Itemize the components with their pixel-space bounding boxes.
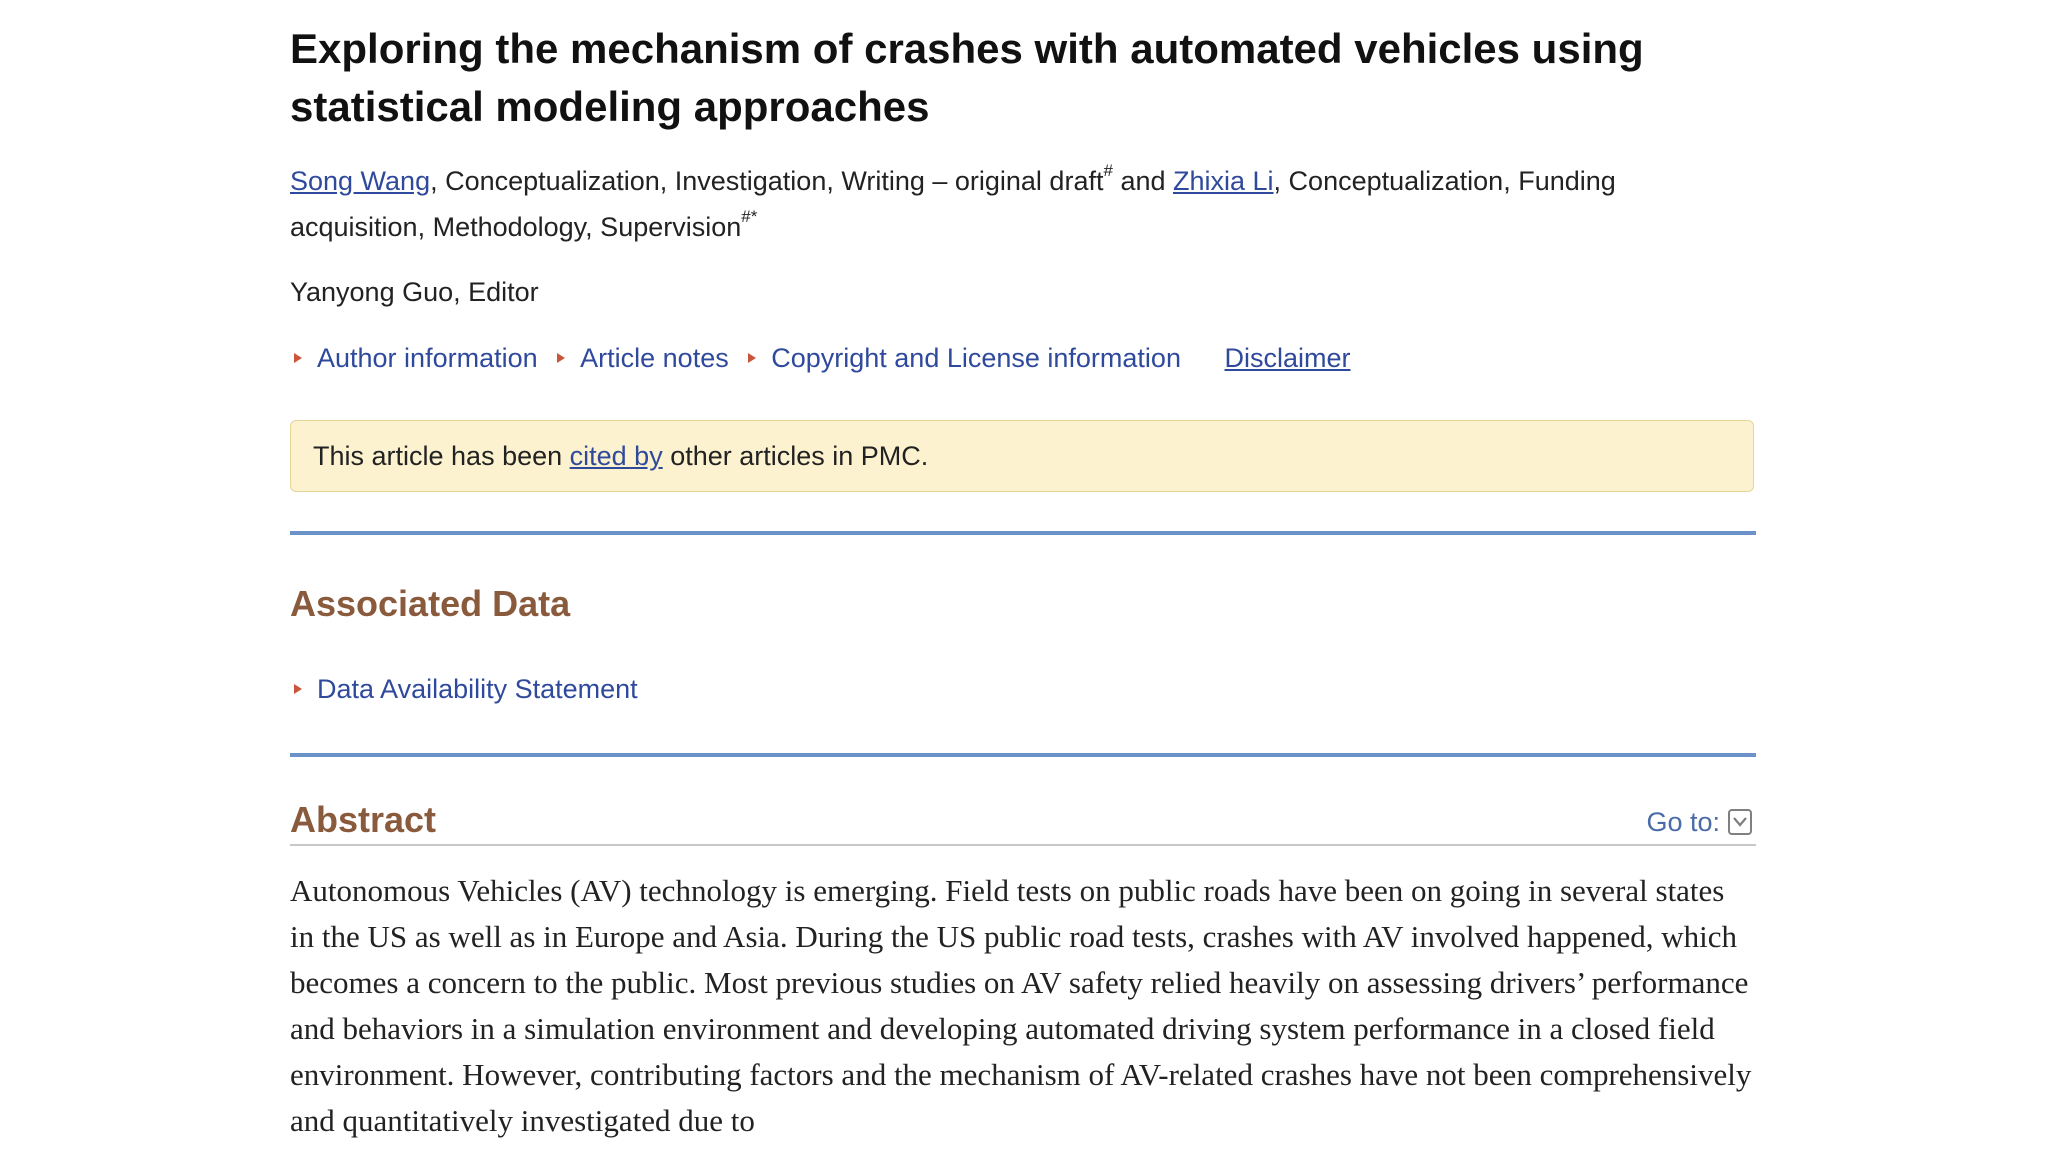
editor-line: Yanyong Guo, Editor xyxy=(290,277,539,307)
data-availability-toggle[interactable] xyxy=(294,669,638,709)
author-link-song-wang[interactable]: Song Wang xyxy=(290,166,431,196)
article-info-links xyxy=(294,338,1351,378)
abstract-text: Autonomous Vehicles (AV) technology is emerging. Field tests on public roads have been on going in several states in the US as well as in Europe and Asia. During the US public road tests, crashes with AV involved happened, which becomes a concern to the public. Most previous studies on AV safety relied heavily on assessing drivers’ performance and behaviors in a simulation environment and developing automated driving system performance in a closed field environment. However, contributing factors and the mechanism of AV-related crashes have not been comprehensively and quantitatively investigated due to xyxy=(290,873,1752,1138)
author-mark: # xyxy=(1103,161,1113,180)
cited-notice-text: other articles in PMC. xyxy=(662,441,929,471)
cited-notice-text: This article has been xyxy=(313,441,570,471)
section-divider xyxy=(290,753,1756,757)
cited-by-notice xyxy=(290,420,1754,492)
disclaimer-link[interactable]: Disclaimer xyxy=(1224,343,1351,373)
goto-menu[interactable] xyxy=(1646,804,1752,840)
author-roles: , Conceptualization, Investigation, Writing – original draft xyxy=(430,166,1104,196)
associated-data-heading: Associated Data xyxy=(290,583,571,624)
cited-by-link[interactable]: cited by xyxy=(569,441,663,471)
expand-triangle-icon xyxy=(294,684,302,694)
copyright-license-toggle[interactable]: Copyright and License information xyxy=(771,343,1181,373)
section-divider xyxy=(290,531,1756,535)
author-list xyxy=(290,158,1756,250)
abstract-header xyxy=(290,796,1756,846)
author-information-toggle[interactable]: Author information xyxy=(317,343,538,373)
article-title: Exploring the mechanism of crashes with automated vehicles using statistical modeling approaches xyxy=(290,25,1644,130)
chevron-down-icon[interactable] xyxy=(1728,809,1752,835)
author-joiner: and xyxy=(1112,166,1173,196)
expand-triangle-icon xyxy=(294,353,302,363)
data-availability-label: Data Availability Statement xyxy=(317,674,638,704)
author-mark: #* xyxy=(741,207,758,226)
abstract-heading: Abstract xyxy=(290,799,437,840)
expand-triangle-icon xyxy=(557,353,565,363)
article-notes-toggle[interactable]: Article notes xyxy=(580,343,729,373)
goto-label: Go to: xyxy=(1646,807,1720,837)
author-link-zhixia-li[interactable]: Zhixia Li xyxy=(1173,166,1274,196)
expand-triangle-icon xyxy=(748,353,756,363)
author-roles: , Conceptualization, Funding acquisition, Methodology, Supervision xyxy=(290,166,1616,242)
